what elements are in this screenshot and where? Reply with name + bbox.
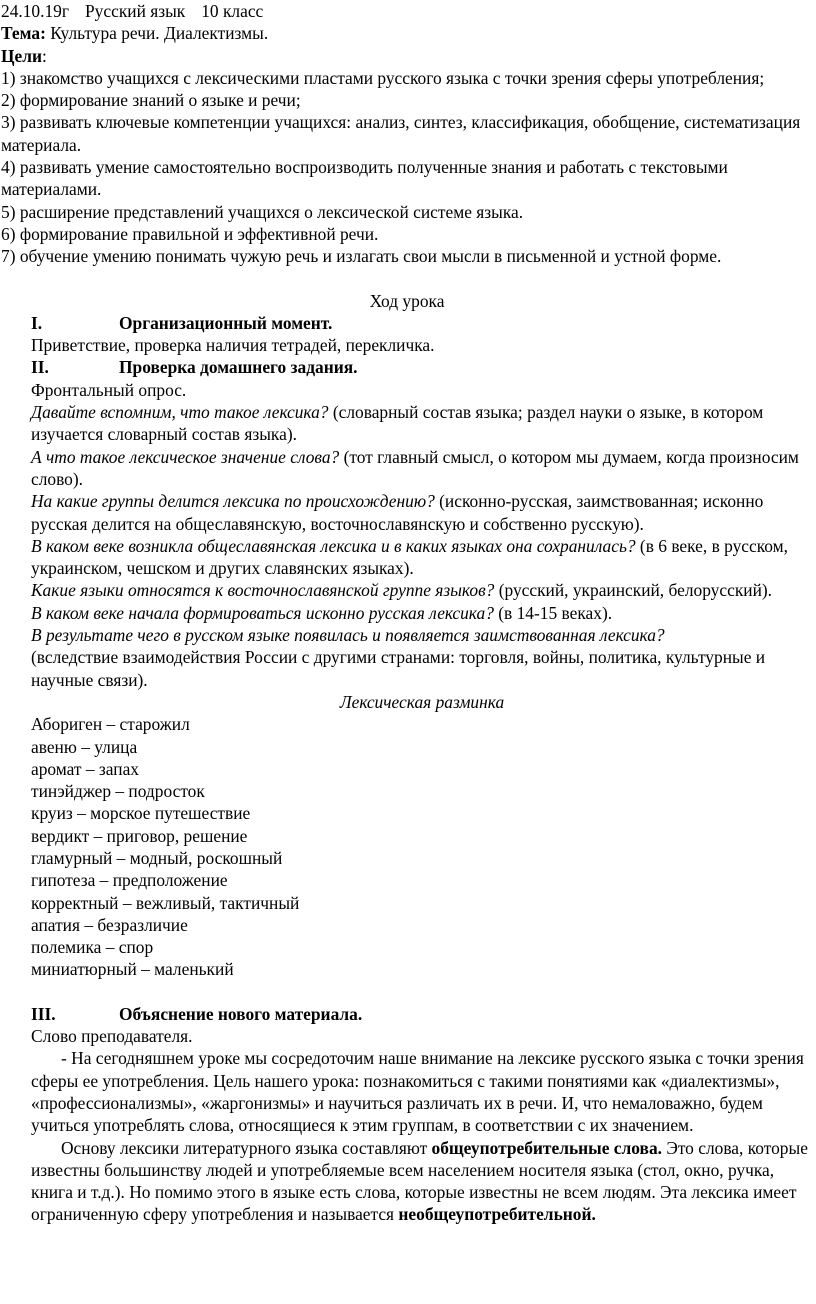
lesson-body: [1, 312, 813, 1226]
qa-item: [31, 401, 813, 446]
goal-item: 3) развивать ключевые компетенции учащихся: анализ, синтез, классификация, обобщение, систематизация материала.: [1, 112, 801, 155]
qa-item: [31, 490, 813, 535]
goal-item: 5) расширение представлений учащихся о лексической системе языка.: [1, 201, 524, 222]
answer: (исконно-русская, заимствованная; исконно русская делится на общеславянскую, восточнославянскую и собственно русскую).: [31, 491, 764, 534]
warmup-list: [31, 713, 813, 981]
warmup-item: Абориген – старожил: [31, 714, 190, 735]
qa-item: [31, 446, 813, 491]
answer: (тот главный смысл, о котором мы думаем, когда произносим слово).: [31, 446, 799, 489]
goal-item: 7) обучение умению понимать чужую речь и излагать свои мысли в письменной и устной форме.: [1, 246, 722, 267]
qa-item: [31, 624, 813, 691]
question: В каком веке начала формироваться исконно русская лексика?: [31, 602, 494, 623]
warmup-item: вердикт – приговор, решение: [31, 825, 248, 846]
para-text: Основу лексики литературного языка составляют: [61, 1137, 432, 1158]
warmup-item: авеню – улица: [31, 736, 138, 757]
warmup-title: Лексическая разминка: [339, 691, 505, 712]
section3-paragraph: [31, 1137, 813, 1226]
question: В каком веке возникла общеславянская лексика и в каких языках она сохранилась?: [31, 535, 636, 556]
term-restricted-words: необщеупотребительной.: [398, 1204, 596, 1225]
answer: (в 6 веке, в русском, украинском, чешском и других славянских языках).: [31, 535, 789, 579]
goals-label: Цели: [1, 45, 43, 66]
goals-list: [1, 67, 813, 268]
lesson-grade: 10 класс: [201, 1, 264, 21]
qa-item: [31, 602, 813, 624]
answer: (вследствие взаимодействия России с другими странами: торговля, войны, политика, культурные и научные связи).: [31, 647, 766, 690]
question: Какие языки относятся к восточнославянской группе языков?: [31, 580, 495, 601]
goal-item: 1) знакомство учащихся с лексическими пластами русского языка с точки зрения сферы употребления;: [1, 67, 765, 88]
warmup-item: полемика – спор: [31, 937, 154, 958]
section-title: Организационный момент.: [119, 312, 333, 333]
warmup-item: гипотеза – предположение: [31, 870, 228, 891]
section3-paragraph: - На сегодняшнем уроке мы сосредоточим наше внимание на лексике русского языка с точки зрения сферы ее употребления. Цель нашего урока: познакомиться с такими понятиями как «диалектизмы», «профессионализмы», «жаргонизмы» и научиться различать их в речи. И, что немаловажно, будем учиться употреблять слова, относящиеся к этим группам, в соответствии с их значением.: [31, 1048, 804, 1136]
section3-intro: Слово преподавателя.: [31, 1026, 193, 1047]
question: На какие группы делится лексика по происхождению?: [31, 491, 435, 512]
section-heading: [31, 312, 813, 334]
goal-item: 4) развивать умение самостоятельно воспроизводить полученные знания и работать с текстовыми материалами.: [1, 157, 728, 200]
topic-label: Тема:: [1, 23, 46, 44]
lesson-date: 24.10.19г: [1, 1, 70, 21]
section-title: Объяснение нового материала.: [119, 1003, 363, 1024]
goals-heading: [1, 45, 813, 67]
warmup-item: тинэйджер – подросток: [31, 781, 205, 802]
qa-item: [31, 535, 813, 580]
section-heading: [31, 1003, 813, 1025]
section1-text: Приветствие, проверка наличия тетрадей, перекличка.: [31, 335, 435, 356]
section-heading: [31, 356, 813, 378]
term-common-words: общеупотребительные слова.: [431, 1137, 662, 1158]
warmup-item: корректный – вежливый, тактичный: [31, 892, 300, 913]
topic-value: Культура речи. Диалектизмы.: [50, 23, 269, 44]
question: Давайте вспомним, что такое лексика?: [31, 402, 329, 423]
goal-item: 2) формирование знаний о языке и речи;: [1, 90, 301, 111]
section2-intro: Фронтальный опрос.: [31, 379, 187, 400]
para-text: Это слова, которые известны большинству людей и употребляемые всем населением носителя языка (стол, окно, ручка, книга и т.д.). Но помимо этого в языке есть слова, которые известны не всем людям. Эта лексика имеет ограниченную сферу употребления и называется: [31, 1137, 808, 1225]
section-number: III.: [31, 1003, 56, 1024]
lesson-title: Ход урока: [369, 290, 445, 311]
question: В результате чего в русском языке появилась и появляется заимствованная лексика?: [31, 625, 665, 646]
section-number: I.: [31, 312, 43, 333]
topic-line: [1, 22, 813, 44]
header-line: [1, 0, 813, 22]
goals-colon: :: [42, 45, 47, 66]
lesson-subject: Русский язык: [85, 1, 186, 21]
answer: (в 14-15 веках).: [493, 602, 613, 623]
answer: (русский, украинский, белорусский).: [494, 580, 773, 601]
qa-item: [31, 579, 813, 601]
section-number: II.: [31, 357, 49, 378]
warmup-item: аромат – запах: [31, 758, 140, 779]
answer: (словарный состав языка; раздел науки о языке, в котором изучается словарный состав языка).: [31, 402, 764, 445]
warmup-item: миниатюрный – маленький: [31, 959, 234, 980]
section-title: Проверка домашнего задания.: [119, 357, 358, 378]
warmup-item: гламурный – модный, роскошный: [31, 847, 283, 868]
question: А что такое лексическое значение слова?: [31, 446, 340, 467]
warmup-item: апатия – безразличие: [31, 914, 188, 935]
goal-item: 6) формирование правильной и эффективной речи.: [1, 223, 379, 244]
warmup-item: круиз – морское путешествие: [31, 803, 251, 824]
